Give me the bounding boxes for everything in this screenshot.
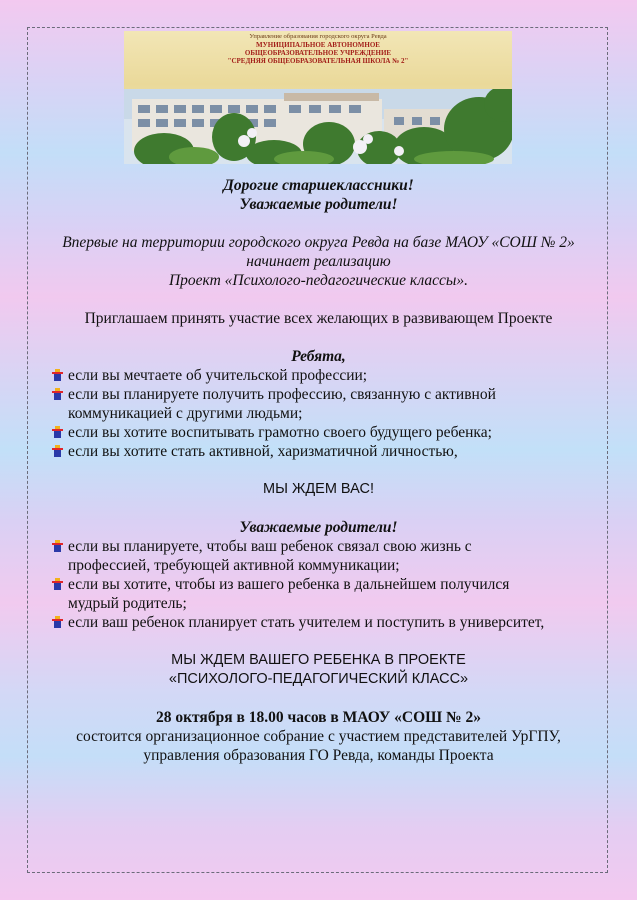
list-item-text: если вы мечтаете об учительской профессии; bbox=[68, 367, 368, 384]
students-closing: МЫ ЖДЕМ ВАС! bbox=[263, 481, 374, 497]
list-item-text: если ваш ребенок планирует стать учителем и поступить в университет, bbox=[68, 614, 545, 631]
parents-closing-1: МЫ ЖДЕМ ВАШЕГО РЕБЕНКА В ПРОЕКТЕ bbox=[171, 652, 466, 668]
greeting-line-2: Уважаемые родители! bbox=[239, 196, 398, 213]
intro-line-3: Проект «Психолого-педагогические классы». bbox=[168, 272, 469, 289]
school-header-banner bbox=[124, 31, 512, 164]
school-building-photo bbox=[124, 89, 512, 164]
bullet-icon bbox=[52, 369, 63, 381]
intro-line-2: начинает реализацию bbox=[246, 253, 391, 270]
list-item bbox=[52, 385, 607, 423]
header-line-3: ОБЩЕОБРАЗОВАТЕЛЬНОЕ УЧРЕЖДЕНИЕ bbox=[244, 49, 392, 57]
bullet-icon bbox=[52, 445, 63, 457]
bullet-icon bbox=[52, 578, 63, 590]
parents-list bbox=[30, 537, 607, 632]
bullet-icon bbox=[52, 388, 63, 400]
announcement-body bbox=[30, 176, 607, 765]
students-list bbox=[30, 366, 607, 461]
list-item bbox=[52, 366, 607, 385]
list-item-text-cont: коммуникацией с другими людьми; bbox=[68, 405, 303, 422]
list-item-text: если вы планируете, чтобы ваш ребенок связал свою жизнь с bbox=[68, 538, 472, 555]
list-item bbox=[52, 575, 607, 613]
list-item-text: если вы планируете получить профессию, связанную с активной bbox=[68, 386, 496, 403]
parents-closing-2: «ПСИХОЛОГО-ПЕДАГОГИЧЕСКИЙ КЛАСС» bbox=[168, 671, 469, 687]
bullet-icon bbox=[52, 616, 63, 628]
intro-line-1: Впервые на территории городского округа Ревда на базе МАОУ «СОШ № 2» bbox=[62, 234, 575, 251]
students-heading: Ребята, bbox=[291, 348, 346, 365]
greeting-line-1: Дорогие старшеклассники! bbox=[223, 177, 414, 194]
list-item bbox=[52, 442, 607, 461]
list-item bbox=[52, 613, 607, 632]
list-item bbox=[52, 423, 607, 442]
header-line-2: МУНИЦИПАЛЬНОЕ АВТОНОМНОЕ bbox=[256, 41, 380, 49]
event-datetime: 28 октября в 18.00 часов в МАОУ «СОШ № 2» bbox=[155, 709, 482, 726]
header-line-4: "СРЕДНЯЯ ОБЩЕОБРАЗОВАТЕЛЬНАЯ ШКОЛА № 2" bbox=[227, 57, 409, 65]
list-item-text-cont: мудрый родитель; bbox=[68, 595, 187, 612]
invite-text: Приглашаем принять участие всех желающих в развивающем Проекте bbox=[84, 310, 553, 327]
header-line-1: Управление образования городского округа Ревда bbox=[249, 33, 387, 40]
event-line-2: состоится организационное собрание с участием представителей УрГПУ, bbox=[76, 728, 561, 745]
list-item-text-cont: профессией, требующей активной коммуникации; bbox=[68, 557, 400, 574]
bullet-icon bbox=[52, 540, 63, 552]
list-item bbox=[52, 537, 607, 575]
list-item-text: если вы хотите стать активной, харизматичной личностью, bbox=[68, 443, 458, 460]
event-line-3: управления образования ГО Ревда, команды Проекта bbox=[143, 747, 494, 764]
parents-heading: Уважаемые родители! bbox=[239, 519, 398, 536]
bullet-icon bbox=[52, 426, 63, 438]
list-item-text: если вы хотите, чтобы из вашего ребенка в дальнейшем получился bbox=[68, 576, 510, 593]
header-text bbox=[124, 31, 512, 65]
list-item-text: если вы хотите воспитывать грамотно своего будущего ребенка; bbox=[68, 424, 492, 441]
